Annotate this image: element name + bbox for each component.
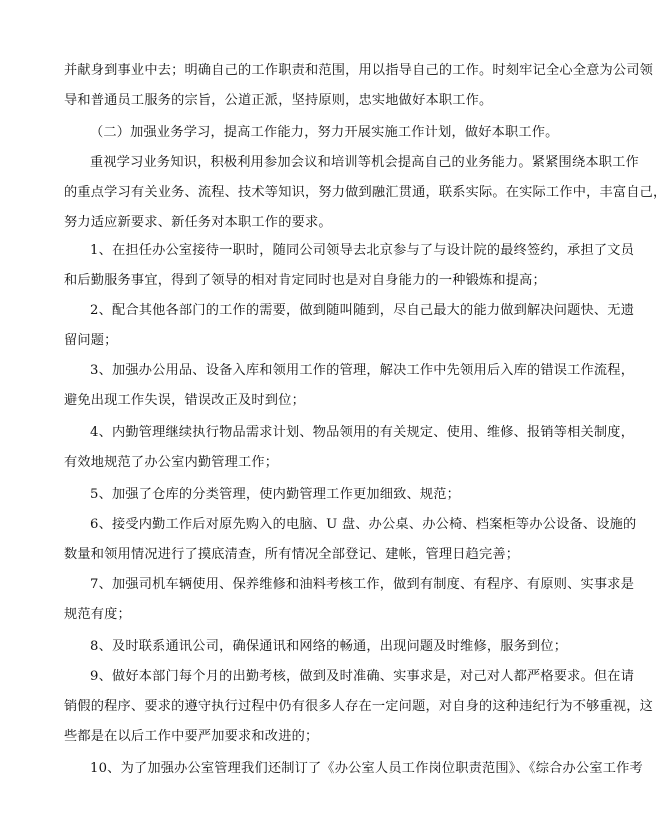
paragraph-study xyxy=(64,148,666,238)
text-line: 努力适应新要求、新任务对本职工作的要求。 xyxy=(64,215,332,230)
text-line: 有效地规范了办公室内勤管理工作； xyxy=(64,455,279,470)
section-heading-text: （二）加强业务学习，提高工作能力，努力开展实施工作计划，做好本职工作。 xyxy=(90,125,559,140)
text-line: 3、加强办公用品、设备入库和领用工作的管理，解决工作中先领用后入库的错误工作流程， xyxy=(90,363,635,378)
list-item-7 xyxy=(64,570,635,630)
text-line: 5、加强了仓库的分类管理，使内勤管理工作更加细致、规范； xyxy=(90,487,461,502)
list-item-6 xyxy=(64,510,637,570)
list-item-4 xyxy=(64,418,635,478)
list-item-1 xyxy=(64,236,635,296)
text-line: 的重点学习有关业务、流程、技术等知识，努力做到融汇贯通，联系实际。在实际工作中，丰富自己， xyxy=(64,185,666,200)
paragraph-continued-intro xyxy=(64,56,654,116)
text-line: 8、及时联系通讯公司，确保通讯和网络的畅通，出现问题及时维修，服务到位； xyxy=(90,639,568,654)
list-item-9 xyxy=(64,662,654,752)
text-line: 避免出现工作失误，错误改正及时到位； xyxy=(64,393,305,408)
text-line: 1、在担任办公室接待一职时，随同公司领导去北京参与了与设计院的最终签约，承担了文员 xyxy=(90,243,635,258)
text-line: 4、内勤管理继续执行物品需求计划、物品领用的有关规定、使用、维修、报销等相关制度， xyxy=(90,425,635,440)
text-line: 重视学习业务知识，积极利用参加会议和培训等机会提高自己的业务能力。紧紧围绕本职工作 xyxy=(90,155,639,170)
list-item-8 xyxy=(64,632,568,662)
text-line: 6、接受内勤工作后对原先购入的电脑、U 盘、办公桌、办公椅、档案柜等办公设备、设施的 xyxy=(90,517,637,532)
text-line: 2、配合其他各部门的工作的需要，做到随叫随到，尽自己最大的能力做到解决问题快、无遗 xyxy=(90,303,635,318)
text-line: 7、加强司机车辆使用、保养维修和油料考核工作，做到有制度、有程序、有原则、实事求是 xyxy=(90,577,635,592)
text-line: 留问题； xyxy=(64,333,118,348)
list-item-2 xyxy=(64,296,635,356)
section-heading-2 xyxy=(64,118,559,148)
text-line: 规范有度； xyxy=(64,607,131,622)
list-item-10 xyxy=(64,754,643,784)
text-line: 和后勤服务事宜，得到了领导的相对肯定同时也是对自身能力的一种锻炼和提高； xyxy=(64,273,546,288)
text-line: 9、做好本部门每个月的出勤考核，做到及时准确、实事求是，对己对人都严格要求。但在请 xyxy=(90,669,635,684)
text-line: 并献身到事业中去；明确自己的工作职责和范围，用以指导自己的工作。时刻牢记全心全意为公司领 xyxy=(64,63,654,78)
text-line: 销假的程序、要求的遵守执行过程中仍有很多人存在一定问题，对自身的这种违纪行为不够重视，这 xyxy=(64,699,654,714)
list-item-5 xyxy=(64,480,550,510)
text-line: 导和普通员工服务的宗旨，公道正派，坚持原则，忠实地做好本职工作。 xyxy=(64,93,493,108)
text-line: 10、为了加强办公室管理我们还制订了《办公室人员工作岗位职责范围》、《综合办公室工作考 xyxy=(90,761,643,776)
text-line: 些都是在以后工作中要严加要求和改进的； xyxy=(64,729,319,744)
text-line: 数量和领用情况进行了摸底清查，所有情况全部登记、建帐，管理日趋完善； xyxy=(64,547,520,562)
list-item-3 xyxy=(64,356,635,416)
